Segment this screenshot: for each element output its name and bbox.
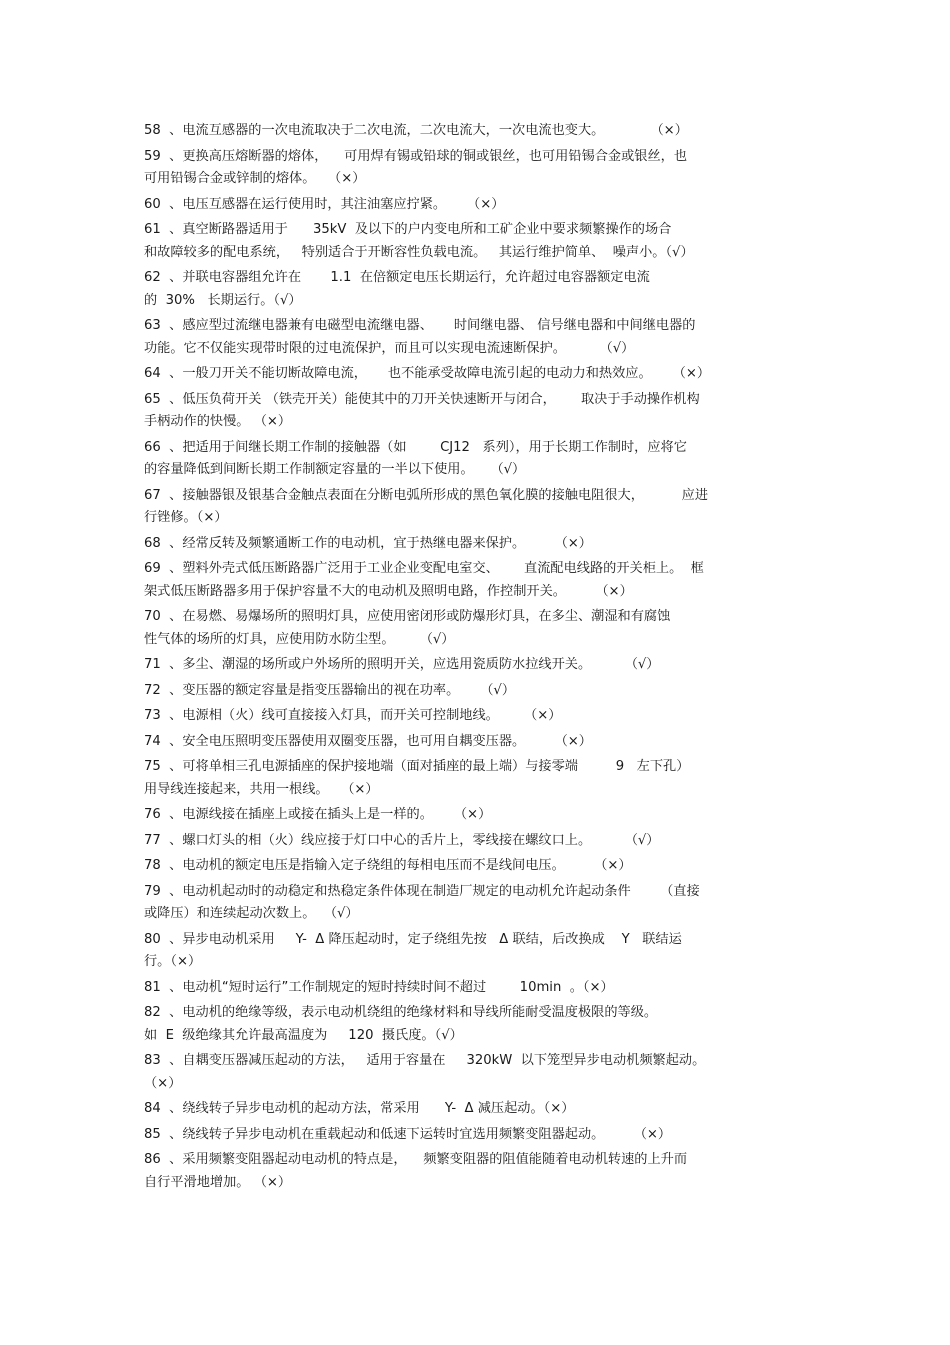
question-text-line: 手柄动作的快慢。 （×） (144, 414, 292, 429)
question-text-line: 65 、低压负荷开关 （铁壳开关）能使其中的刀开关快速断开与闭合， 取决于手动操作机构 (144, 391, 700, 407)
question-text-line: 67 、接触器银及银基合金触点表面在分断电弧所形成的黑色氧化膜的接触电阻很大， 应进 (144, 487, 709, 503)
question-text-line: 70 、在易燃、易爆场所的照明灯具，应使用密闭形或防爆形灯具，在多尘、潮湿和有腐蚀 (144, 609, 671, 624)
question-text-line: 64 、一般刀开关不能切断故障电流， 也不能承受故障电流引起的电动力和热效应。 （×） (144, 366, 711, 381)
question-text-line: 行锉修。（×） (144, 510, 228, 525)
question-text-line: 73 、电源相（火）线可直接接入灯具，而开关可控制地线。 （×） (144, 708, 562, 723)
question-item (144, 680, 809, 703)
question-text-line: 77 、螺口灯头的相（火）线应接于灯口中心的舌片上，零线接在螺纹口上。 （√） (144, 832, 660, 848)
question-item (144, 1149, 809, 1194)
question-text-line: 83 、自耦变压器减压起动的方法， 适用于容量在 320kW 以下笼型异步电动机频繁起动。 (144, 1053, 706, 1068)
question-item (144, 654, 809, 677)
question-text-line: 功能。它不仅能实现带时限的过电流保护，而且可以实现电流速断保护。 （√） (144, 340, 635, 356)
question-text-line: 78 、电动机的额定电压是指输入定子绕组的每相电压而不是线间电压。 （×） (144, 858, 632, 873)
question-text-line: 架式低压断路器多用于保护容量不大的电动机及照明电路，作控制开关。 （×） (144, 583, 633, 599)
question-text-line: 66 、把适用于间继长期工作制的接触器（如 CJ12 系列），用于长期工作制时，应将它 (144, 439, 687, 455)
question-text-line: 85 、绕线转子异步电动机在重载起动和低速下运转时宜选用频繁变阻器起动。 （×） (144, 1126, 672, 1142)
question-text-line: 的 30% 长期运行。（√） (144, 292, 302, 308)
question-text-line: 63 、感应型过流继电器兼有电磁型电流继电器、 时间继电器、 信号继电器和中间继电器的 (144, 318, 696, 333)
question-item (144, 855, 809, 878)
question-item (144, 363, 809, 386)
question-item (144, 804, 809, 827)
question-text-line: 的容量降低到间断长期工作制额定容量的一半以下使用。 （√） (144, 462, 526, 477)
question-item (144, 705, 809, 728)
question-text-line: 86 、采用频繁变阻器起动电动机的特点是， 频繁变阻器的阻值能随着电动机转速的上升而 (144, 1152, 688, 1167)
question-item (144, 731, 809, 754)
question-item (144, 756, 809, 801)
question-text-line: 82 、电动机的绝缘等级，表示电动机绕组的绝缘材料和导线所能耐受温度极限的等级。 (144, 1005, 658, 1020)
question-item (144, 929, 809, 974)
question-item (144, 977, 809, 1000)
question-item (144, 881, 809, 926)
question-text-line: 58 、电流互感器的一次电流取决于二次电流，二次电流大，一次电流也变大。 （×） (144, 123, 688, 138)
question-text-line: 59 、更换高压熔断器的熔体， 可用焊有锡或铅球的铜或银丝，也可用铅锡合金或银丝，也 (144, 148, 688, 164)
question-item (144, 606, 809, 651)
question-list (144, 120, 809, 1197)
question-text-line: 80 、异步电动机采用 Y- Δ 降压起动时，定子绕组先按 Δ 联结，后改换成 Y 联结运 (144, 931, 682, 947)
question-text-line: 60 、电压互感器在运行使用时，其注油塞应拧紧。 （×） (144, 196, 505, 212)
question-text-line: 81 、电动机“短时运行”工作制规定的短时持续时间不超过 10min 。（×） (144, 979, 614, 995)
question-text-line: 用导线连接起来，共用一根线。 （×） (144, 781, 379, 797)
question-item (144, 1002, 809, 1047)
question-text-line: 84 、绕线转子异步电动机的起动方法，常采用 Y- Δ 减压起动。（×） (144, 1101, 575, 1116)
question-item (144, 558, 809, 603)
question-text-line: 74 、安全电压照明变压器使用双圈变压器，也可用自耦变压器。 （×） (144, 733, 592, 749)
question-text-line: 68 、经常反转及频繁通断工作的电动机，宜于热继电器来保护。 （×） (144, 535, 592, 551)
question-item (144, 1124, 809, 1147)
question-text-line: 75 、可将单相三孔电源插座的保护接地端（面对插座的最上端）与接零端 9 左下孔） (144, 759, 690, 774)
question-item (144, 389, 809, 434)
question-item (144, 219, 809, 264)
question-text-line: 61 、真空断路器适用于 35kV 及以下的户内变电所和工矿企业中要求频繁操作的场合 (144, 222, 672, 237)
question-item (144, 315, 809, 360)
question-text-line: 可用铅锡合金或锌制的熔体。 （×） (144, 171, 366, 186)
question-item (144, 146, 809, 191)
question-item (144, 1050, 809, 1095)
question-text-line: 和故障较多的配电系统， 特别适合于开断容性负载电流。 其运行维护简单、 噪声小。（√） (144, 244, 694, 260)
question-item (144, 1098, 809, 1121)
question-text-line: 69 、塑料外壳式低压断路器广泛用于工业企业变配电室交、 直流配电线路的开关柜上。 框 (144, 561, 704, 576)
question-item (144, 120, 809, 143)
question-text-line: 性气体的场所的灯具，应使用防水防尘型。 （√） (144, 631, 455, 647)
question-item (144, 267, 809, 312)
question-item (144, 437, 809, 482)
question-text-line: 如 E 级绝缘其允许最高温度为 120 摄氏度。（√） (144, 1027, 463, 1043)
question-item (144, 533, 809, 556)
question-text-line: 71 、多尘、潮湿的场所或户外场所的照明开关，应选用瓷质防水拉线开关。 （√） (144, 657, 660, 672)
question-text-line: 62 、并联电容器组允许在 1.1 在倍额定电压长期运行，允许超过电容器额定电流 (144, 270, 650, 285)
question-item (144, 485, 809, 530)
question-item (144, 194, 809, 217)
question-item (144, 830, 809, 853)
question-text-line: （×） (144, 1075, 182, 1091)
question-text-line: 79 、电动机起动时的动稳定和热稳定条件体现在制造厂规定的电动机允许起动条件 （直接 (144, 883, 700, 899)
question-text-line: 或降压）和连续起动次数上。 （√） (144, 906, 359, 921)
question-text-line: 72 、变压器的额定容量是指变压器输出的视在功率。 （√） (144, 682, 516, 698)
question-text-line: 行。（×） (144, 954, 202, 969)
question-text-line: 76 、电源线接在插座上或接在插头上是一样的。 （×） (144, 807, 492, 822)
question-text-line: 自行平滑地增加。 （×） (144, 1174, 292, 1190)
